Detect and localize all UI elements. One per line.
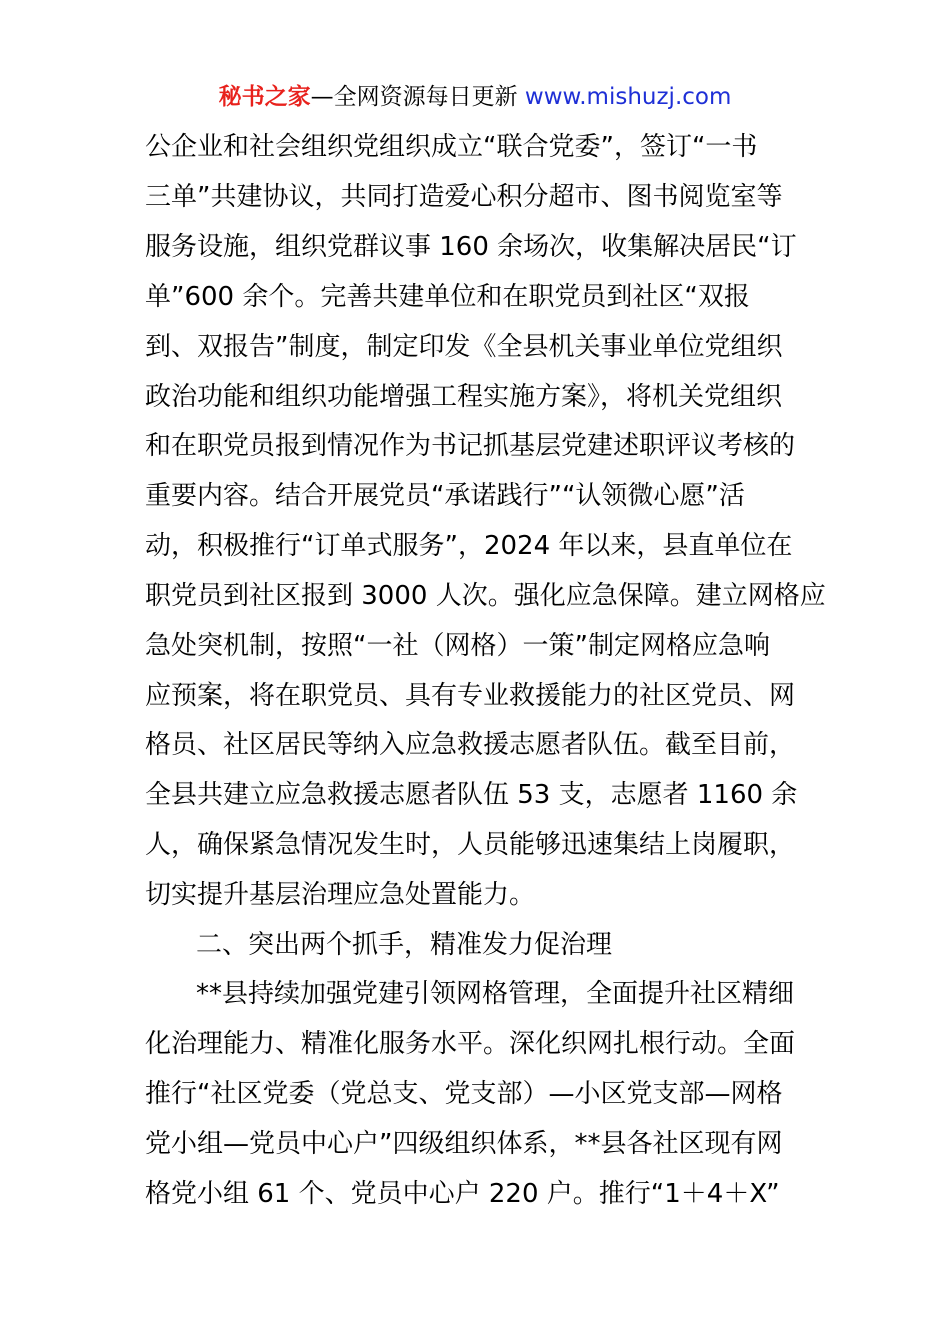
site-header [0, 80, 950, 114]
text-line: 和在职党员报到情况作为书记抓基层党建述职评议考核的 [145, 431, 796, 461]
site-brand: 秘书之家 [218, 84, 311, 110]
text-line: 全县共建立应急救援志愿者队伍 53 支，志愿者 1160 余 [145, 780, 798, 810]
text-line: **县持续加强党建引领网格管理，全面提升社区精细 [196, 979, 795, 1009]
text-line: 公企业和社会组织党组织成立“联合党委”，签订“一书 [145, 132, 758, 162]
text-line: 应预案，将在职党员、具有专业救援能力的社区党员、网 [145, 681, 796, 711]
text-line: 切实提升基层治理应急处置能力。 [145, 880, 536, 910]
text-line: 服务设施，组织党群议事 160 余场次，收集解决居民“订 [145, 232, 797, 262]
section-heading: 二、突出两个抓手，精准发力促治理 [196, 930, 613, 960]
text-line: 格党小组 61 个、党员中心户 220 户。推行“1＋4＋X” [145, 1179, 780, 1209]
text-line: 人，确保紧急情况发生时，人员能够迅速集结上岗履职， [145, 830, 796, 860]
text-line: 到、双报告”制度，制定印发《全县机关事业单位党组织 [145, 332, 783, 362]
text-line: 政治功能和组织功能增强工程实施方案》，将机关党组织 [145, 382, 783, 412]
text-line: 化治理能力、精准化服务水平。深化织网扎根行动。全面 [145, 1029, 796, 1059]
text-line: 三单”共建协议，共同打造爱心积分超市、图书阅览室等 [145, 182, 783, 212]
text-line: 急处突机制，按照“一社（网格）一策”制定网格应急响 [145, 631, 770, 661]
site-url: www.mishuzj.com [524, 84, 732, 110]
text-line: 推行“社区党委（党总支、党支部）—小区党支部—网格 [145, 1079, 783, 1109]
text-line: 动，积极推行“订单式服务”，2024 年以来，县直单位在 [145, 531, 793, 561]
text-line: 党小组—党员中心户”四级组织体系，**县各社区现有网 [145, 1129, 783, 1159]
site-tagline: —全网资源每日更新 [310, 84, 525, 110]
text-line: 重要内容。结合开展党员“承诺践行”“认领微心愿”活 [145, 481, 745, 511]
text-line: 职党员到社区报到 3000 人次。强化应急保障。建立网格应 [145, 581, 826, 611]
text-line: 单”600 余个。完善共建单位和在职党员到社区“双报 [145, 282, 750, 312]
text-line: 格员、社区居民等纳入应急救援志愿者队伍。截至目前， [145, 730, 796, 760]
